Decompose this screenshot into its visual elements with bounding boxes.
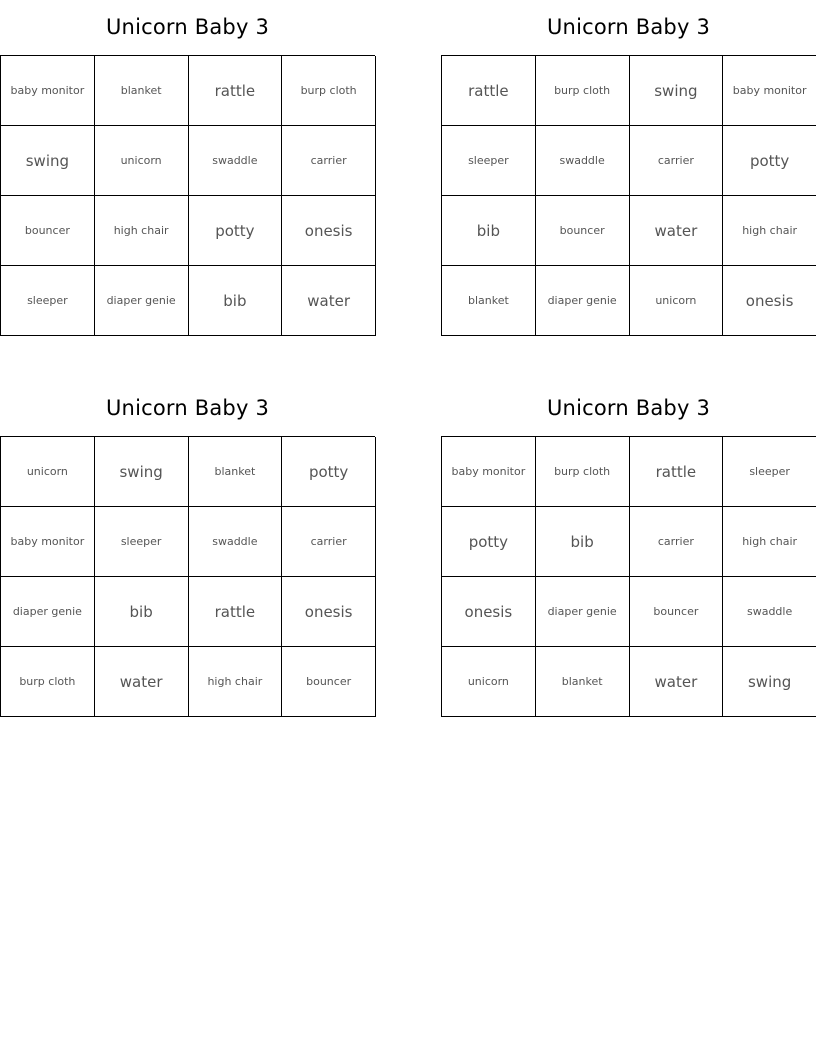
bingo-grid: [441, 55, 816, 336]
bingo-cell: carrier: [282, 507, 376, 577]
bingo-cell: rattle: [442, 56, 536, 126]
bingo-cell: high chair: [95, 196, 189, 266]
bingo-cell: blanket: [536, 647, 630, 717]
bingo-cell: diaper genie: [1, 577, 95, 647]
bingo-cell: rattle: [189, 577, 283, 647]
bingo-cell: sleeper: [95, 507, 189, 577]
bingo-cell: bib: [536, 507, 630, 577]
bingo-cell: bouncer: [282, 647, 376, 717]
bingo-card-4: [441, 381, 816, 717]
bingo-cell: sleeper: [1, 266, 95, 336]
bingo-cell: baby monitor: [1, 507, 95, 577]
bingo-cell: water: [630, 196, 724, 266]
bingo-cell: onesis: [723, 266, 816, 336]
bingo-cell: baby monitor: [1, 56, 95, 126]
bingo-cell: rattle: [630, 437, 724, 507]
bingo-cell: onesis: [282, 196, 376, 266]
bingo-cell: potty: [442, 507, 536, 577]
card-title: Unicorn Baby 3: [105, 396, 270, 420]
bingo-cell: swaddle: [536, 126, 630, 196]
bingo-grid: [0, 436, 375, 717]
bingo-cell: baby monitor: [442, 437, 536, 507]
bingo-cell: rattle: [189, 56, 283, 126]
bingo-cell: burp cloth: [1, 647, 95, 717]
bingo-cell: water: [95, 647, 189, 717]
bingo-cell: blanket: [189, 437, 283, 507]
bingo-grid: [0, 55, 375, 336]
bingo-cell: water: [282, 266, 376, 336]
bingo-cell: unicorn: [630, 266, 724, 336]
card-title: Unicorn Baby 3: [546, 396, 711, 420]
bingo-cell: swaddle: [189, 126, 283, 196]
bingo-cell: burp cloth: [282, 56, 376, 126]
bingo-cell: potty: [723, 126, 816, 196]
bingo-cell: carrier: [282, 126, 376, 196]
bingo-cell: water: [630, 647, 724, 717]
bingo-cell: sleeper: [442, 126, 536, 196]
bingo-cell: high chair: [723, 196, 816, 266]
bingo-cell: blanket: [95, 56, 189, 126]
bingo-cell: onesis: [282, 577, 376, 647]
bingo-cell: high chair: [723, 507, 816, 577]
bingo-cell: diaper genie: [536, 577, 630, 647]
bingo-cell: unicorn: [442, 647, 536, 717]
bingo-grid: [441, 436, 816, 717]
bingo-cell: blanket: [442, 266, 536, 336]
bingo-cell: swing: [1, 126, 95, 196]
bingo-cell: bib: [189, 266, 283, 336]
bingo-cell: diaper genie: [536, 266, 630, 336]
bingo-cell: swaddle: [723, 577, 816, 647]
bingo-cell: bouncer: [1, 196, 95, 266]
bingo-cell: unicorn: [95, 126, 189, 196]
bingo-card-1: [0, 0, 375, 336]
bingo-cell: onesis: [442, 577, 536, 647]
bingo-cell: diaper genie: [95, 266, 189, 336]
bingo-cell: bouncer: [630, 577, 724, 647]
bingo-cell: high chair: [189, 647, 283, 717]
bingo-cell: baby monitor: [723, 56, 816, 126]
bingo-cell: burp cloth: [536, 56, 630, 126]
bingo-cell: burp cloth: [536, 437, 630, 507]
bingo-cell: swaddle: [189, 507, 283, 577]
bingo-cell: swing: [723, 647, 816, 717]
bingo-cell: potty: [189, 196, 283, 266]
bingo-cell: bouncer: [536, 196, 630, 266]
bingo-cell: unicorn: [1, 437, 95, 507]
bingo-cell: sleeper: [723, 437, 816, 507]
bingo-cell: swing: [95, 437, 189, 507]
bingo-card-3: [0, 381, 375, 717]
bingo-cell: carrier: [630, 126, 724, 196]
bingo-cell: potty: [282, 437, 376, 507]
bingo-cell: carrier: [630, 507, 724, 577]
bingo-cell: swing: [630, 56, 724, 126]
bingo-cell: bib: [442, 196, 536, 266]
card-title: Unicorn Baby 3: [105, 15, 270, 39]
bingo-card-2: [441, 0, 816, 336]
card-title: Unicorn Baby 3: [546, 15, 711, 39]
bingo-cell: bib: [95, 577, 189, 647]
